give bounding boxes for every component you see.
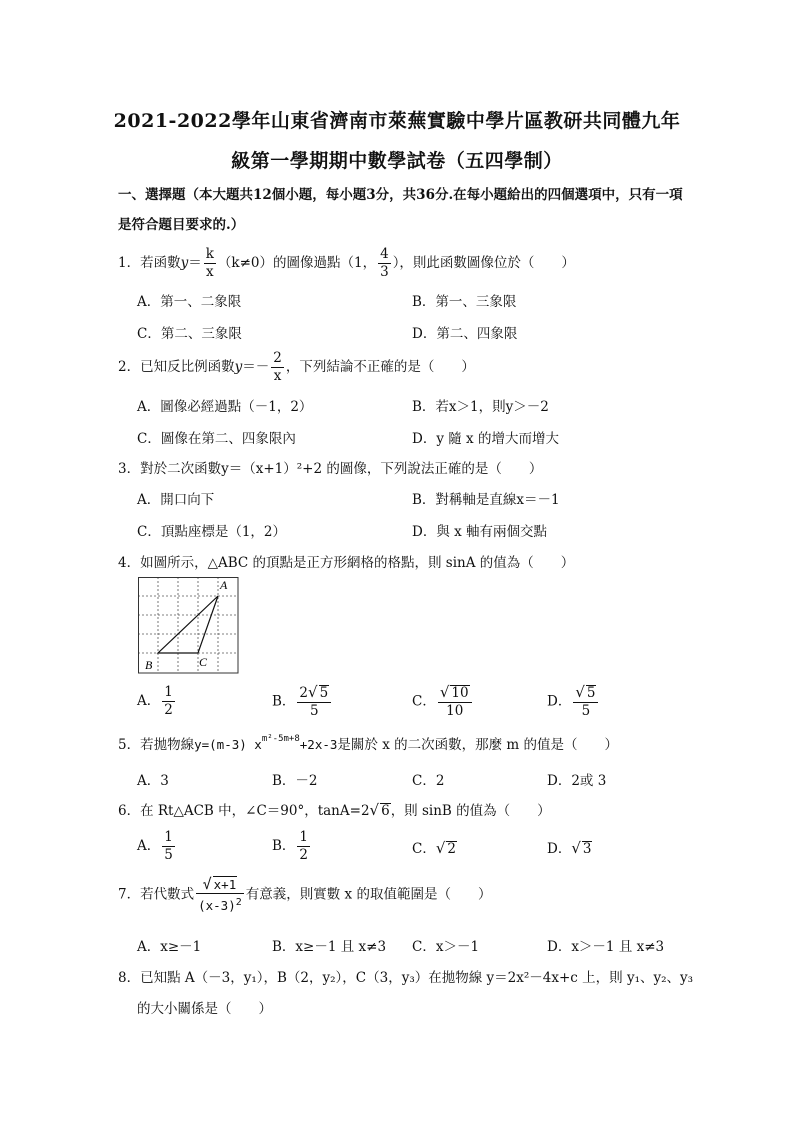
q7-denominator xyxy=(196,894,244,914)
q6-option-c[interactable] xyxy=(412,837,457,857)
q1-option-b[interactable]: B．第一、三象限 xyxy=(412,294,517,310)
q4-d-denominator: 5 xyxy=(581,703,591,719)
q4-d-numerator xyxy=(573,684,598,703)
q1-option-c[interactable]: C．第二、三象限 xyxy=(137,326,242,342)
q2-equals: ＝－ xyxy=(242,359,270,375)
q5-suffix: 是關於 x 的二次函數，那麼 m 的值是（ ） xyxy=(337,737,618,753)
exam-title-line-2: 級第一學期期中數學試卷（五四學制） xyxy=(231,150,563,172)
q3-option-d[interactable]: D．與 x 軸有兩個交點 xyxy=(412,524,548,540)
q5-expr-b: +2x-3 xyxy=(299,737,338,752)
q6-option-c-letter: C． xyxy=(412,841,436,857)
q4-option-b-fraction xyxy=(297,684,331,720)
q5-exponent: m²-5m+8 xyxy=(261,733,300,744)
q4-option-b[interactable] xyxy=(272,684,333,720)
q1-suffix: ），則此函數圖像位於（ ） xyxy=(392,255,575,271)
question-3: 3．對於二次函數y＝（x+1）²+2 的圖像，下列說法正確的是（ ） xyxy=(118,461,543,477)
q1-prefix: 1．若函數 xyxy=(118,255,181,271)
q6-b-denominator: 2 xyxy=(299,847,309,863)
q6-option-b[interactable] xyxy=(272,829,312,864)
q2-fraction xyxy=(271,350,284,385)
q6-suffix: ，則 sinB 的值為（ ） xyxy=(390,803,551,819)
q4-option-d-fraction xyxy=(573,684,598,720)
q5-expr-a: y=(m-3) x xyxy=(194,737,262,752)
question-8-line-2: 的大小關係是（ ） xyxy=(137,1001,272,1017)
q4-c-denominator: 10 xyxy=(446,703,464,719)
q6-radicand: 6 xyxy=(381,803,390,819)
q7-option-c[interactable]: C．x＞－1 xyxy=(412,939,480,955)
question-4: 4．如圖所示，△ABC 的頂點是正方形網格的格點，則 sinA 的值為（ ） xyxy=(118,555,575,571)
q4-b-coef: 2 xyxy=(299,685,309,701)
q1-condition: （k≠0）的圖像過點（1， xyxy=(217,255,377,271)
question-6 xyxy=(118,799,688,819)
question-5 xyxy=(118,733,688,753)
question-8-line-1: 8．已知點 A（－3，y₁），B（2，y₂），C（3，y₃）在拋物線 y＝2x²－4x+c 上，則 y₁、y₂、y₃ xyxy=(118,970,694,986)
radical-icon: √ xyxy=(369,801,380,819)
q6-option-a[interactable] xyxy=(137,829,177,864)
q6-option-b-fraction xyxy=(297,829,310,864)
q4-b-radicand: 5 xyxy=(319,685,329,701)
q7-numerator xyxy=(196,876,244,894)
q6-a-numerator: 1 xyxy=(164,829,173,845)
q5-option-c[interactable]: C．2 xyxy=(412,773,445,789)
q1-point-numerator: 4 xyxy=(380,246,389,262)
q7-denominator-exponent: 2 xyxy=(235,897,242,908)
q2-y: y xyxy=(234,359,243,375)
radical-icon: √ xyxy=(202,875,212,893)
q4-a-denominator: 2 xyxy=(164,702,173,718)
q3-option-c[interactable]: C．頂點座標是（1，2） xyxy=(137,524,287,540)
q7-option-b[interactable]: B．x≥－1 且 x≠3 xyxy=(272,939,387,955)
q7-option-a[interactable]: A．x≥－1 xyxy=(137,939,202,955)
q6-option-d[interactable] xyxy=(547,837,592,857)
q1-point-denominator: 3 xyxy=(380,264,389,280)
q6-b-numerator: 1 xyxy=(299,829,309,845)
q7-radicand: x+1 xyxy=(213,877,237,892)
q6-option-a-fraction xyxy=(162,829,175,864)
q4-option-d-letter: D． xyxy=(547,693,572,710)
q7-denominator-base: (x-3) xyxy=(198,898,236,914)
q7-fraction xyxy=(196,876,244,914)
q4-option-c-letter: C． xyxy=(412,693,436,710)
q6-a-denominator: 5 xyxy=(164,847,173,863)
q1-fraction-numerator: k xyxy=(205,246,214,262)
q2-option-c[interactable]: C．圖像在第二、四象限內 xyxy=(137,431,296,447)
radical-icon: √ xyxy=(308,683,318,701)
q7-prefix: 7．若代數式 xyxy=(118,886,195,903)
q1-fraction xyxy=(204,246,216,281)
q4-option-d[interactable] xyxy=(547,684,600,720)
q5-prefix: 5．若拋物線 xyxy=(118,737,195,753)
q6-d-radicand: 3 xyxy=(582,841,592,857)
radical-icon: √ xyxy=(575,683,585,701)
q6-option-a-letter: A． xyxy=(137,838,161,854)
q6-c-radicand: 2 xyxy=(447,841,456,857)
q2-fraction-numerator: 2 xyxy=(273,350,282,366)
q1-y: y xyxy=(180,255,189,271)
q6-option-b-letter: B． xyxy=(272,838,296,854)
q7-option-d[interactable]: D．x＞－1 且 x≠3 xyxy=(547,939,665,955)
q4-option-c-fraction xyxy=(438,684,472,720)
q4-b-denominator: 5 xyxy=(310,703,319,719)
radical-icon: √ xyxy=(571,839,581,857)
vertex-label-b: B xyxy=(145,658,153,672)
q1-fraction-denominator: x xyxy=(206,264,214,280)
q1-point-fraction xyxy=(378,246,391,281)
triangle-grid-figure xyxy=(138,577,240,675)
q6-prefix: 6．在 Rt△ACB 中，∠C＝90°，tanA=2 xyxy=(118,803,370,819)
q4-option-b-letter: B． xyxy=(272,693,296,710)
vertex-label-c: C xyxy=(199,655,208,669)
q2-fraction-denominator: x xyxy=(273,368,282,384)
q3-option-b[interactable]: B．對稱軸是直線x＝－1 xyxy=(412,492,560,508)
q4-option-a[interactable] xyxy=(137,684,177,719)
q5-option-b[interactable]: B．－2 xyxy=(272,773,318,789)
q4-d-radicand: 5 xyxy=(586,685,596,701)
question-2 xyxy=(118,350,688,385)
triangle-abc xyxy=(158,596,218,653)
vertex-label-a: A xyxy=(220,578,228,592)
radical-icon: √ xyxy=(435,839,446,857)
q4-a-numerator: 1 xyxy=(164,684,173,700)
q2-option-b[interactable]: B．若x＞1，則y＞－2 xyxy=(412,399,549,415)
q4-b-numerator xyxy=(297,684,331,703)
q2-option-d[interactable]: D．y 隨 x 的增大而增大 xyxy=(412,431,559,447)
q3-option-a[interactable]: A．開口向下 xyxy=(137,492,215,508)
exam-title-line-1: 2021-2022學年山東省濟南市萊蕪實驗中學片區教研共同體九年 xyxy=(113,110,681,132)
q7-suffix: 有意義，則實數 x 的取值範圍是（ ） xyxy=(245,886,492,903)
q4-c-radicand: 10 xyxy=(451,685,469,701)
question-7 xyxy=(118,876,688,914)
q2-suffix: ，下列結論不正確的是（ ） xyxy=(285,359,475,375)
q5-option-a[interactable]: A．3 xyxy=(137,773,169,789)
q5-option-d[interactable]: D．2或 3 xyxy=(547,773,607,789)
question-1 xyxy=(118,246,688,281)
q4-option-a-fraction xyxy=(162,684,175,719)
q6-option-d-letter: D． xyxy=(547,841,572,857)
q1-option-d[interactable]: D．第二、四象限 xyxy=(412,326,518,342)
q2-prefix: 2．已知反比例函數 xyxy=(118,359,235,375)
radical-icon: √ xyxy=(439,683,450,701)
q4-c-numerator xyxy=(438,684,472,703)
q4-option-c[interactable] xyxy=(412,684,474,720)
q1-option-a[interactable]: A．第一、二象限 xyxy=(137,294,242,310)
q2-option-a[interactable]: A．圖像必經過點（－1，2） xyxy=(137,399,313,415)
q4-option-a-letter: A． xyxy=(137,693,161,709)
section-heading: 一、選擇題（本大題共12個小題，每小題3分，共36分.在每小題給出的四個選項中，只有一項是符合題目要求的.） xyxy=(118,187,683,233)
q1-equals: ＝ xyxy=(188,255,202,271)
